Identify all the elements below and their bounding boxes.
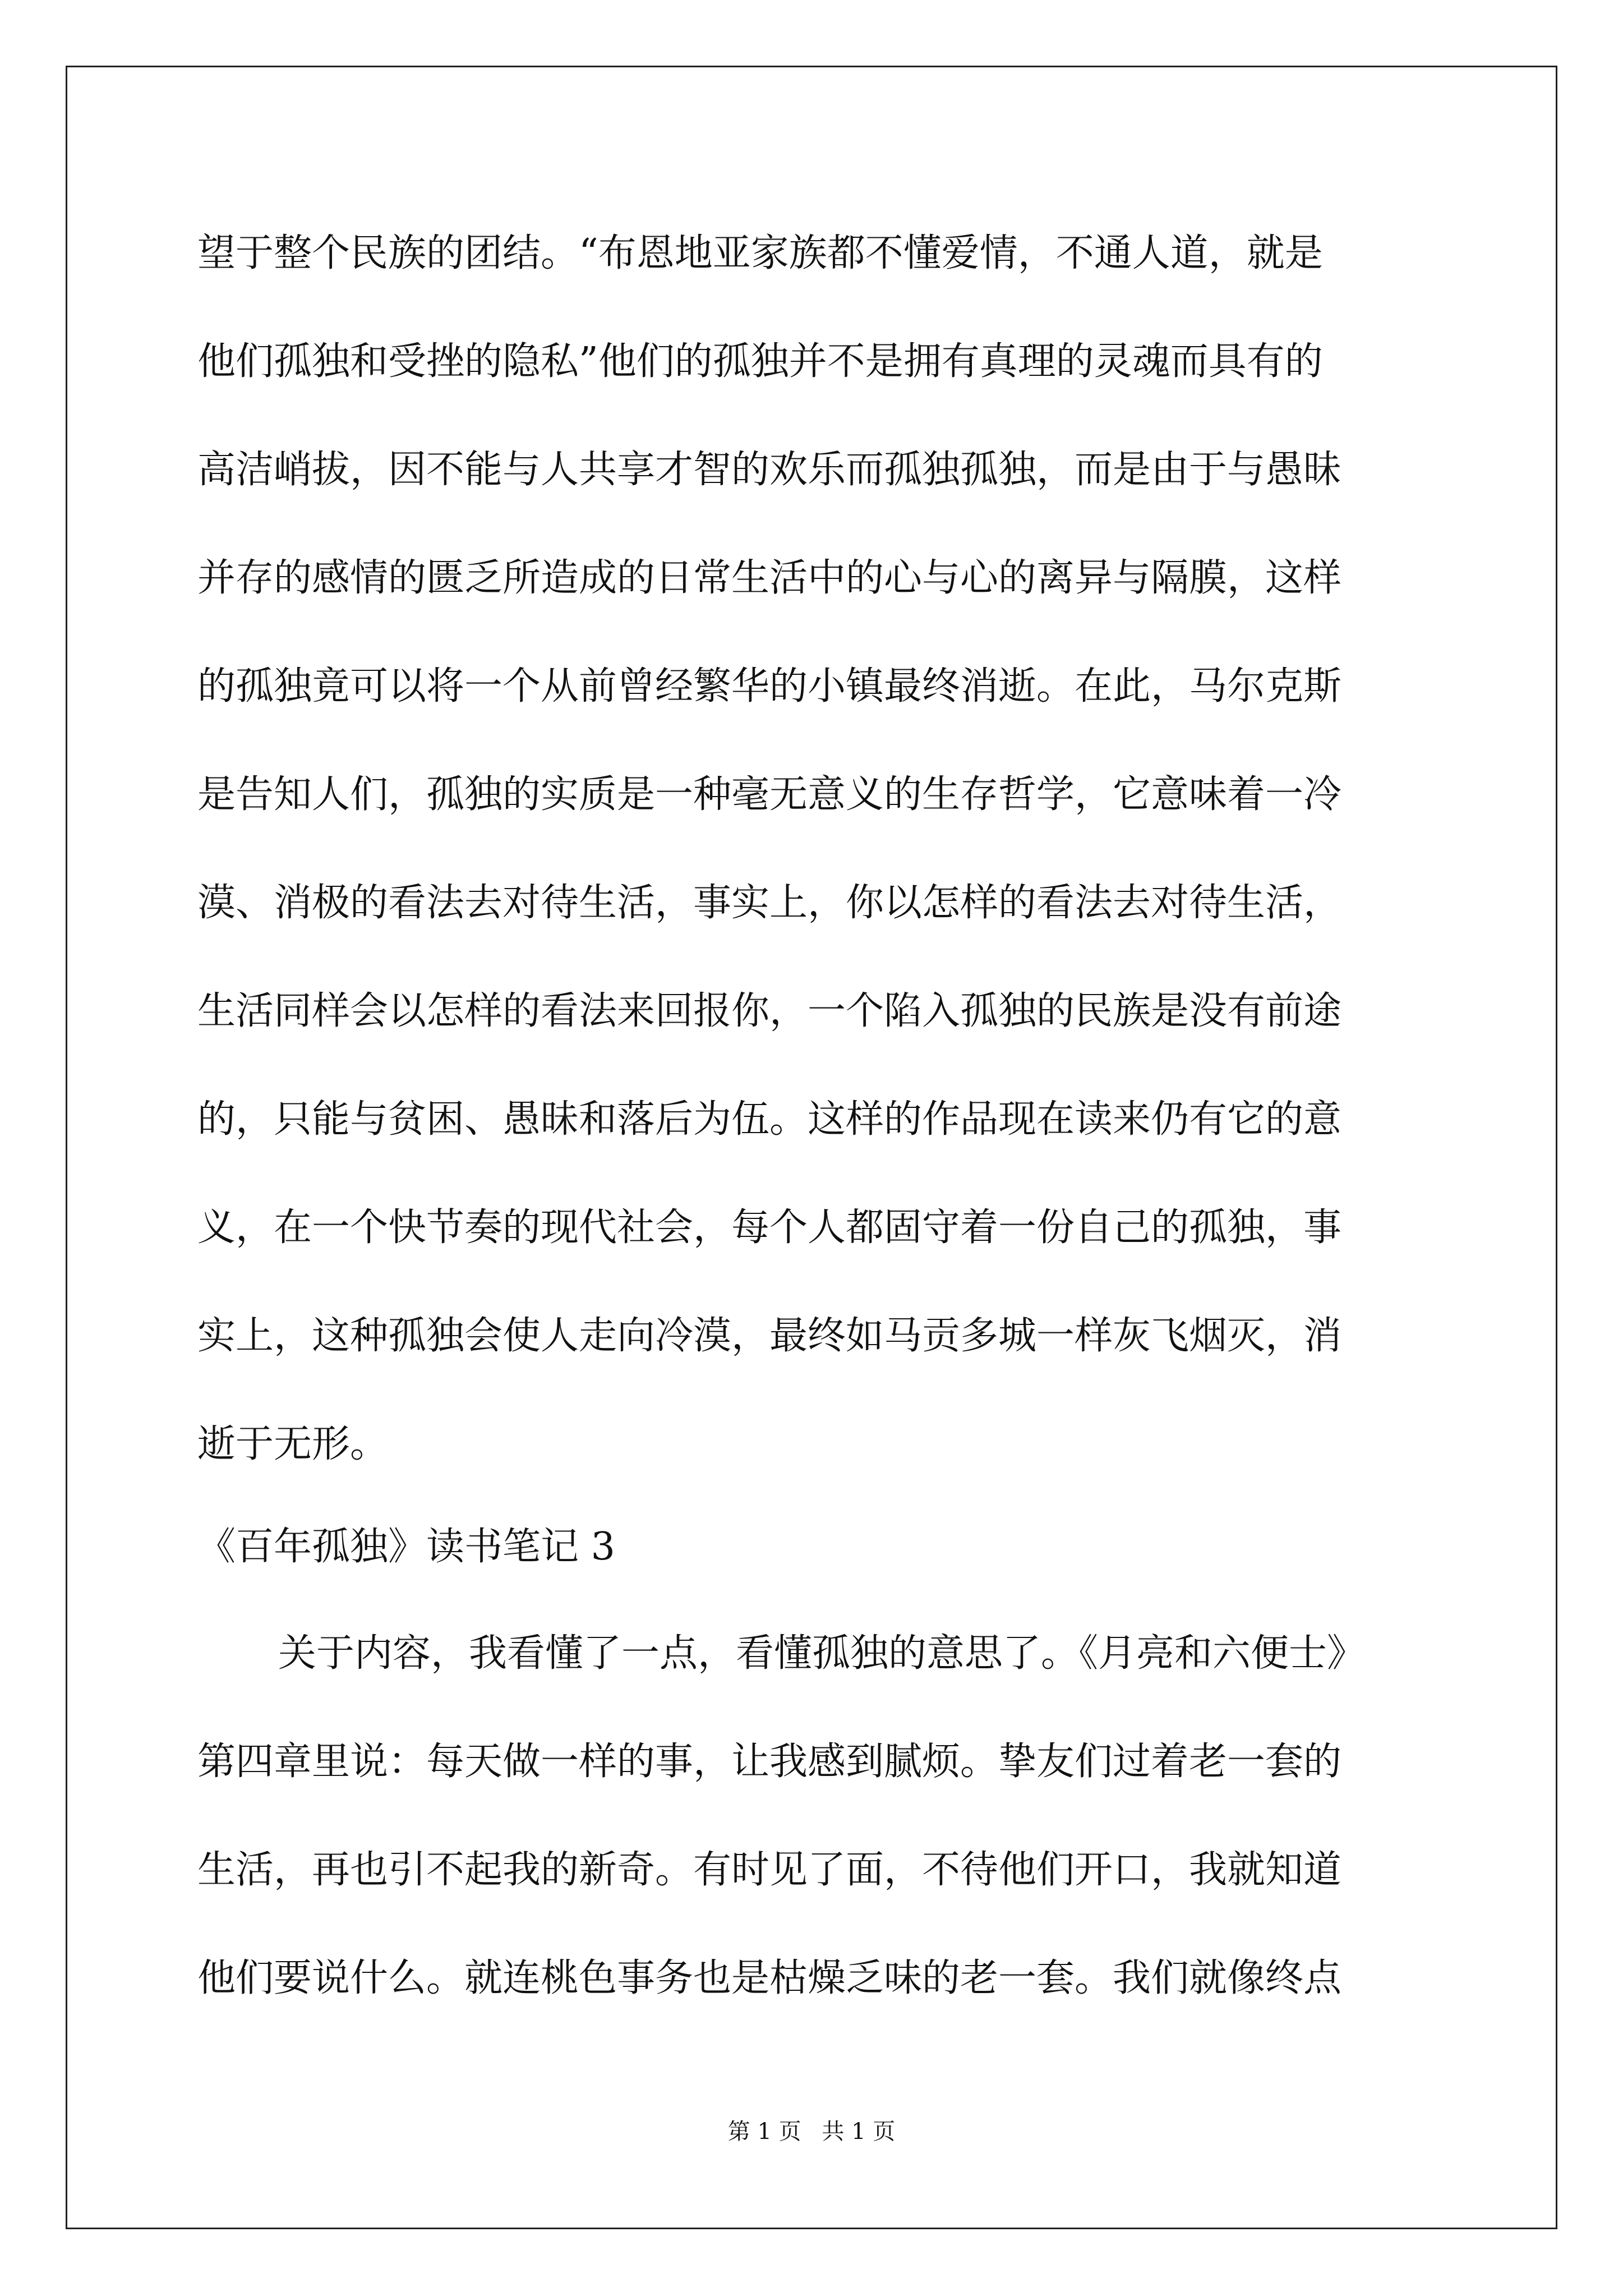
section-line: 生活，再也引不起我的新奇。有时见了面，不待他们开口，我就知道 — [197, 1848, 1342, 1892]
body-line: 望于整个民族的团结。“布恩地亚家族都不懂爱情，不通人道，就是 — [197, 231, 1323, 275]
section-line: 关于内容，我看懂了一点，看懂孤独的意思了。《月亮和六便士》 — [278, 1631, 1366, 1676]
body-line: 是告知人们，孤独的实质是一种毫无意义的生存哲学，它意味着一冷 — [197, 772, 1342, 817]
page-total: 共 1 页 — [822, 2119, 896, 2145]
section-line: 他们要说什么。就连桃色事务也是枯燥乏味的老一套。我们就像终点 — [197, 1956, 1342, 2000]
body-line: 的孤独竟可以将一个从前曾经繁华的小镇最终消逝。在此，马尔克斯 — [197, 664, 1342, 708]
page-border — [66, 66, 1557, 2229]
page-footer — [0, 2118, 1623, 2146]
body-line: 高洁峭拔，因不能与人共享才智的欢乐而孤独孤独，而是由于与愚昧 — [197, 448, 1342, 492]
body-line: 的，只能与贫困、愚昧和落后为伍。这样的作品现在读来仍有它的意 — [197, 1097, 1342, 1142]
page-number: 第 1 页 — [727, 2119, 801, 2145]
body-line: 他们孤独和受挫的隐私”他们的孤独并不是拥有真理的灵魂而具有的 — [197, 339, 1323, 384]
body-line: 生活同样会以怎样的看法来回报你，一个陷入孤独的民族是没有前途 — [197, 989, 1342, 1033]
body-line: 并存的感情的匮乏所造成的日常生活中的心与心的离异与隔膜，这样 — [197, 556, 1342, 600]
section-line: 第四章里说：每天做一样的事，让我感到腻烦。挚友们过着老一套的 — [197, 1740, 1342, 1784]
body-line: 漠、消极的看法去对待生活，事实上，你以怎样的看法去对待生活， — [197, 881, 1342, 925]
body-line: 逝于无形。 — [197, 1422, 389, 1466]
section-title: 《百年孤独》读书笔记 3 — [197, 1525, 615, 1569]
body-line: 实上，这种孤独会使人走向冷漠，最终如马贡多城一样灰飞烟灭，消 — [197, 1314, 1342, 1358]
body-line: 义，在一个快节奏的现代社会，每个人都固守着一份自己的孤独，事 — [197, 1205, 1342, 1250]
